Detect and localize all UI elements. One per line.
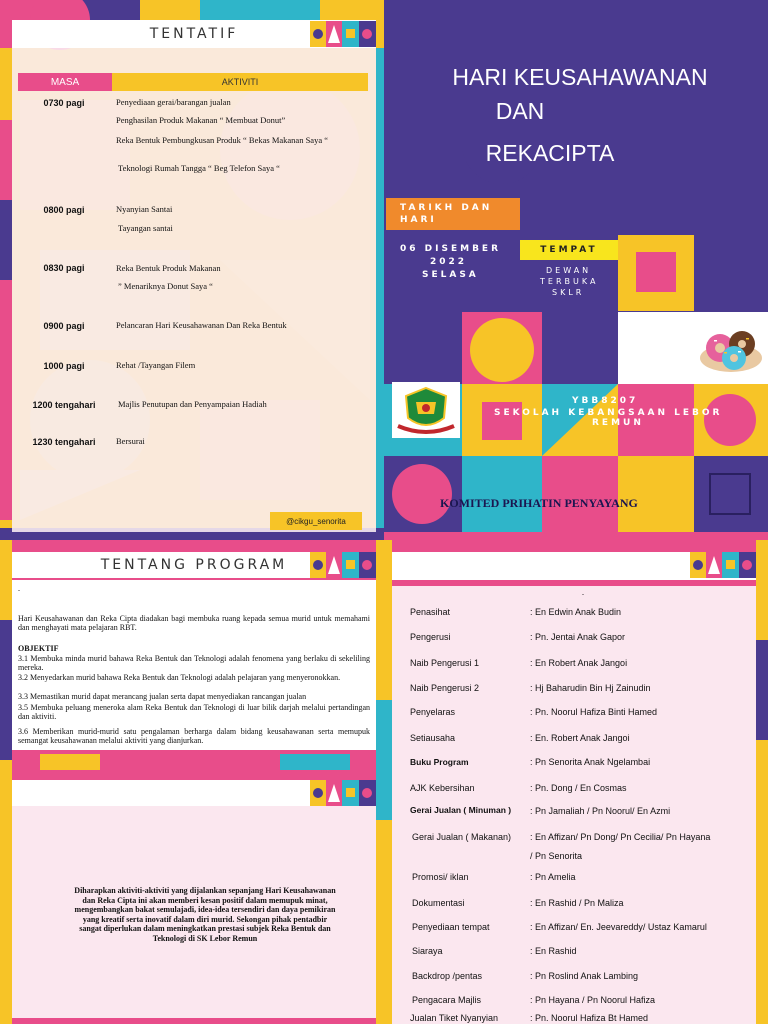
deco-strip-icon xyxy=(310,552,376,578)
committee-role: Promosi/ iklan xyxy=(412,872,469,882)
time-1230: 1230 tengahari xyxy=(32,437,96,447)
program-intro: Hari Keusahawanan dan Reka Cipta diadakan bagi membuka ruang kepada semua murid untuk memahami dan menghayati mata pelajaran RBT. xyxy=(18,614,370,633)
committee-name: : Pn. Noorul Hafiza Binti Hamed xyxy=(530,707,658,717)
cover-title-line2: DAN xyxy=(495,98,545,124)
activity: Reka Bentuk Pembungkusan Produk “ Bekas Makanan Saya “ xyxy=(116,135,328,145)
committee-name: : Pn Jamaliah / Pn Noorul/ En Azmi xyxy=(530,806,671,816)
committee-role: Jualan Tiket Nyanyian xyxy=(410,1013,499,1023)
donut-image-icon xyxy=(698,318,764,378)
cover-title-line3: REKACIPTA xyxy=(485,140,615,166)
committee-name: : Pn Hayana / Pn Noorul Hafiza xyxy=(530,995,656,1005)
date-line3: SELASA xyxy=(422,270,479,280)
activity: Majlis Penutupan dan Penyampaian Hadiah xyxy=(118,399,267,409)
venue-line1: DEWAN xyxy=(546,266,592,275)
committee-dot: . xyxy=(582,588,584,597)
activity: Bersurai xyxy=(116,436,145,446)
committee-name: : En Rashid / Pn Maliza xyxy=(530,898,624,908)
committee-name: : En Affizan/ En. Jeevareddy/ Ustaz Kamarul xyxy=(530,922,707,932)
tempat-label: TEMPAT xyxy=(520,240,618,260)
committee-role: Setiausaha xyxy=(410,733,456,743)
activity: Penghasilan Produk Makanan “ Membuat Donut” xyxy=(116,115,286,125)
deco-strip-icon xyxy=(310,21,376,47)
school-code: YBB8207 xyxy=(572,396,639,406)
committee-name: : Pn. Noorul Hafiza Bt Hamed xyxy=(530,1013,649,1023)
committee-role: Buku Program xyxy=(410,757,469,767)
cover-title-line1: HARI KEUSAHAWANAN xyxy=(452,64,708,90)
committee-role: Penyelaras xyxy=(410,707,456,717)
committee-tag: KOMITED PRIHATIN PENYAYANG xyxy=(440,496,638,510)
program-dot: . xyxy=(18,584,20,593)
committee-role: Pengerusi xyxy=(410,632,451,642)
closing-message: Diharapkan aktiviti-aktiviti yang dijalankan sepanjang Hari Keusahawanan dan Reka Cipta ini akan memberi kesan positif dalam memupuk minat, mengembangkan bakat semulajadi, idea-idea tersendiri dan daya pemikiran yang kreatif serta inovatif dalam diri murid. Sekongan pihak pentadbir sangat diperlukan dalam meningkatkan prestasi subjek Reka Bentuk dan Teknologi di SK Lebor Remun xyxy=(74,886,336,943)
tentatif-title: TENTATIF xyxy=(149,26,239,42)
committee-role: Siaraya xyxy=(412,946,443,956)
header-aktiviti: AKTIVITI xyxy=(112,73,368,91)
school-name-line1: SEKOLAH KEBANGSAAN LEBOR xyxy=(494,408,723,418)
program-title: TENTANG PROGRAM xyxy=(100,557,288,573)
date-line2: 2022 xyxy=(430,257,468,267)
objective-item: 3.6 Memberikan murid-murid satu pengalaman berharga dalam bidang keusahawanan serta memupuk semangat keusahawanan melalui aktiviti yang dianjurkan. xyxy=(18,727,370,746)
venue-line2: TERBUKA xyxy=(540,277,599,286)
deco-strip-icon xyxy=(690,552,756,578)
activity: ” Menariknya Donut Saya “ xyxy=(118,281,213,291)
activity: Reka Bentuk Produk Makanan xyxy=(116,263,221,273)
committee-name: : Pn. Dong / En Cosmas xyxy=(530,783,627,793)
committee-name: : Pn. Jentai Anak Gapor xyxy=(530,632,626,642)
committee-role: Dokumentasi xyxy=(412,898,465,908)
objective-item: 3.5 Membuka peluang meneroka alam Reka Bentuk dan Teknologi di luar bilik darjah melalui pertandingan dan aktiviti. xyxy=(18,703,370,722)
header-masa: MASA xyxy=(18,73,112,91)
committee-name: : Pn Senorita Anak Ngelambai xyxy=(530,757,651,767)
school-name-line2: REMUN xyxy=(592,418,644,428)
committee-role: AJK Kebersihan xyxy=(410,783,475,793)
committee-role: Gerai Jualan ( Makanan) xyxy=(412,832,512,842)
tarikh-label xyxy=(386,198,520,230)
deco-strip-icon xyxy=(310,780,376,806)
committee-role: Penyediaan tempat xyxy=(412,922,490,932)
tarikh-label-line2: HARI xyxy=(400,215,437,225)
activity: Penyediaan gerai/barangan jualan xyxy=(116,97,231,107)
committee-name: : Pn Amelia xyxy=(530,872,576,882)
committee-name: : Hj Baharudin Bin Hj Zainudin xyxy=(530,683,651,693)
venue-line3: SKLR xyxy=(552,288,585,297)
time-1000: 1000 pagi xyxy=(43,361,85,371)
committee-name: : En. Robert Anak Jangoi xyxy=(530,733,630,743)
committee-role: Pengacara Majlis xyxy=(412,995,482,1005)
objective-item: 3.1 Membuka minda murid bahawa Reka Bentuk dan Teknologi adalah fenomena yang berlaku di sekeliling mereka. xyxy=(18,654,370,673)
date-line1: 06 DISEMBER xyxy=(400,244,502,254)
committee-name: : Pn Roslind Anak Lambing xyxy=(530,971,639,981)
time-1200: 1200 tengahari xyxy=(32,400,96,410)
objective-item: 3.3 Memastikan murid dapat merancang jualan serta dapat menyediakan rancangan jualan xyxy=(18,692,307,701)
activity: Rehat /Tayangan Filem xyxy=(116,360,196,370)
time-0830: 0830 pagi xyxy=(43,263,85,273)
tarikh-label-line1: TARIKH DAN xyxy=(400,203,493,213)
committee-role: Naib Pengerusi 2 xyxy=(410,683,480,693)
time-0900: 0900 pagi xyxy=(43,321,85,331)
committee-name: / Pn Senorita xyxy=(530,851,583,861)
activity: Teknologi Rumah Tangga “ Beg Telefon Saya “ xyxy=(118,163,280,173)
committee-name: : En Edwin Anak Budin xyxy=(530,607,622,617)
school-logo-icon xyxy=(392,382,460,438)
committee-role: Penasihat xyxy=(410,607,451,617)
committee-name: : En Robert Anak Jangoi xyxy=(530,658,628,668)
time-0730: 0730 pagi xyxy=(43,98,85,108)
activity: Pelancaran Hari Keusahawanan Dan Reka Bentuk xyxy=(116,320,287,330)
committee-name: : En Rashid xyxy=(530,946,577,956)
activity: Nyanyian Santai xyxy=(116,204,173,214)
activity: Tayangan santai xyxy=(118,223,173,233)
credit-handle: @cikgu_senorita xyxy=(270,512,362,530)
objektif-label: OBJEKTIF xyxy=(18,644,59,653)
objective-item: 3.2 Menyedarkan murid bahawa Reka Bentuk dan Teknologi adalah pelajaran yang menyeronokkan. xyxy=(18,673,341,682)
committee-role: Gerai Jualan ( Minuman ) xyxy=(410,805,512,815)
committee-role: Naib Pengerusi 1 xyxy=(410,658,480,668)
time-0800: 0800 pagi xyxy=(43,205,85,215)
committee-role: Backdrop /pentas xyxy=(412,971,483,981)
committee-name: : En Affizan/ Pn Dong/ Pn Cecilia/ Pn Hayana xyxy=(530,832,711,842)
